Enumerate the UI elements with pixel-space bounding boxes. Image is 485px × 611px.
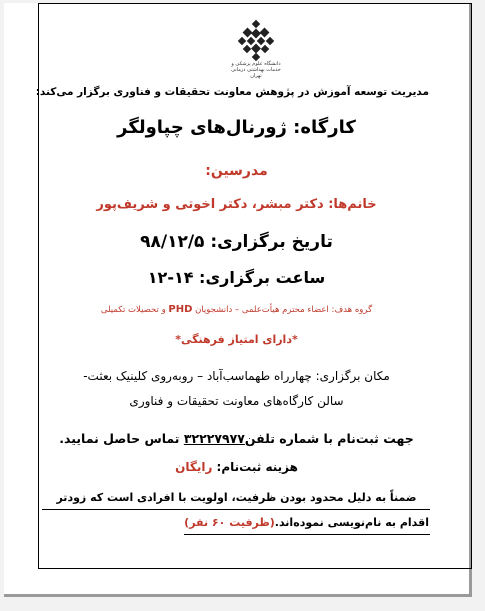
instructors-label: مدرسین: xyxy=(205,163,268,179)
registration-prefix: جهت ثبت‌نام با شماره تلفن xyxy=(244,431,414,446)
logo-caption: دانشگاه علوم پزشکی و خدمات بهداشتی درمانی تهران xyxy=(231,61,281,79)
registration-line xyxy=(44,431,429,446)
event-date: تاریخ برگزاری: ۹۸/۱۲/۵ xyxy=(140,232,333,252)
target-audience xyxy=(44,304,429,315)
document-page xyxy=(4,3,472,597)
note-underline-2 xyxy=(184,534,430,535)
audience-suffix: و تحصیلات تکمیلی xyxy=(100,305,166,315)
venue-line-1: مکان برگزاری: چهارراه طهماسب‌آباد – روبه‌روی کلینیک بعثت- xyxy=(83,369,390,383)
event-time: ساعت برگزاری: ۱۴-۱۲ xyxy=(147,268,326,287)
fee-line xyxy=(44,460,429,474)
cultural-credit: *دارای امتیاز فرهنگی* xyxy=(175,333,298,346)
note-underline-1 xyxy=(42,509,430,510)
capacity-note-line-2 xyxy=(44,516,429,529)
workshop-title: کارگاه: ژورنال‌های چپاولگر xyxy=(117,117,356,138)
audience-phd: PHD xyxy=(168,304,193,315)
fee-label: هزینه ثبت‌نام: xyxy=(216,460,298,474)
registration-phone: ۳۲۲۲۷۹۷۷ xyxy=(183,431,245,446)
intro-line: مدیریت توسعه آموزش در پژوهش معاونت تحقیقات و فناوری برگزار می‌کند: xyxy=(35,86,429,98)
fee-value: رایگان xyxy=(175,460,213,474)
instructors-names: خانم‌ها: دکتر مبشر، دکتر اخوتی و شریف‌پور xyxy=(96,197,377,212)
capacity-note-line-1: ضمناً به دلیل محدود بودن ظرفیت، اولویت با افرادی است که زودتر xyxy=(56,491,417,504)
audience-prefix: گروه هدف: اعضاء محترم هیأت‌علمی – دانشجویان xyxy=(195,305,373,315)
capacity-note-text: اقدام به نام‌نویسی نموده‌اند. xyxy=(274,516,429,529)
capacity-value: (ظرفیت ۶۰ نفر) xyxy=(184,516,275,529)
registration-suffix: تماس حاصل نمایید. xyxy=(59,431,180,446)
venue-line-2: سالن کارگاه‌های معاونت تحقیقات و فناوری xyxy=(129,394,344,408)
